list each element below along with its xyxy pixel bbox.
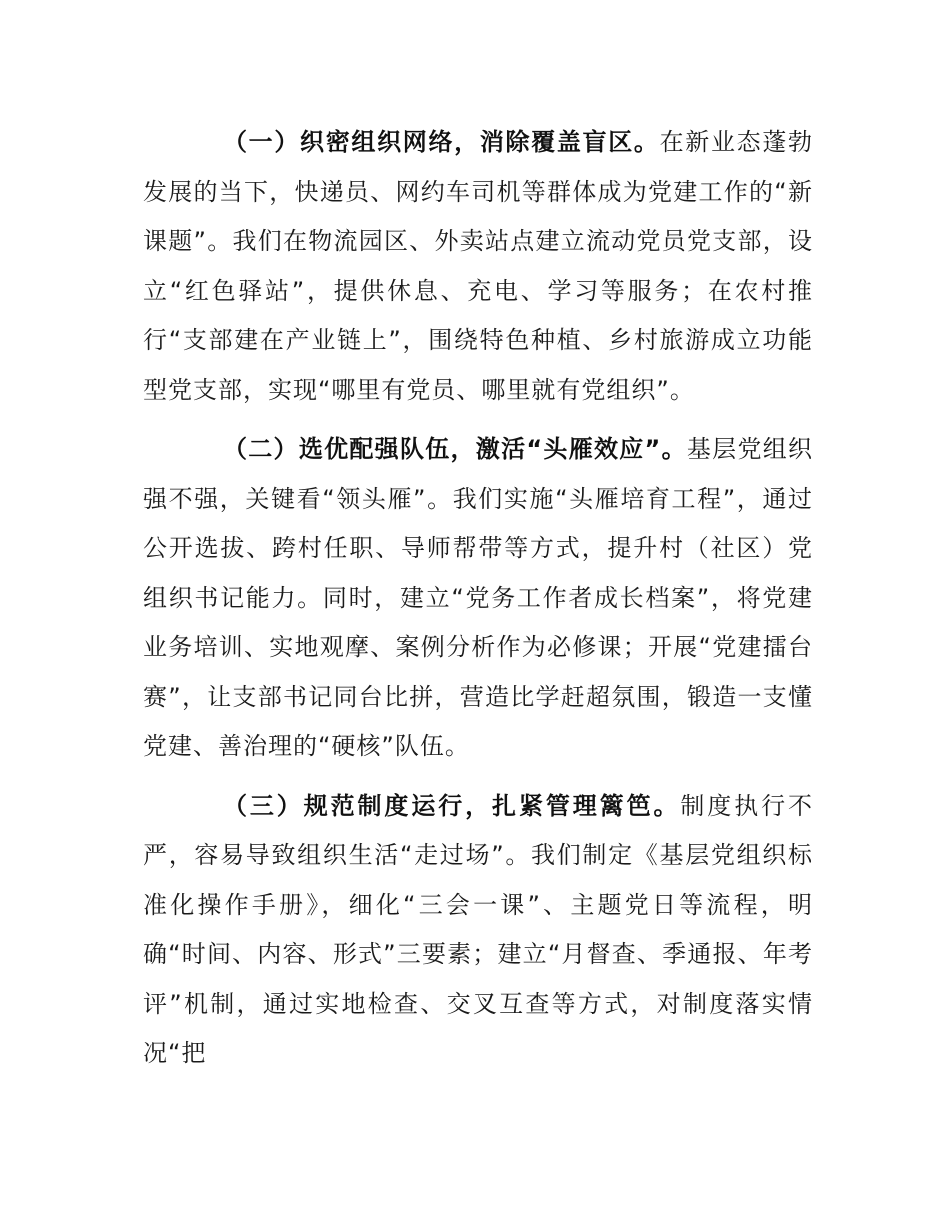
section-paragraph-2	[143, 425, 813, 772]
section-body-1: 在新业态蓬勃发展的当下，快递员、网约车司机等群体成为党建工作的“新课题”。我们在物流园区、外卖站点建立流动党员党支部，设立“红色驿站”，提供休息、充电、学习等服务；在农村推行“支部建在产业链上”，围绕特色种植、乡村旅游成立功能型党支部，实现“哪里有党员、哪里就有党组织”。	[143, 128, 814, 404]
section-paragraph-1	[143, 118, 813, 415]
section-body-3: 制度执行不严，容易导致组织生活“走过场”。我们制定《基层党组织标准化操作手册》，细化“三会一课”、主题党日等流程，明确“时间、内容、形式”三要素；建立“月督查、季通报、年考评”机制，通过实地检查、交叉互查等方式，对制度落实情况“把	[143, 791, 814, 1067]
section-heading-1: （一）织密组织网络，消除覆盖盲区。	[223, 128, 660, 156]
section-heading-2: （二）选优配强队伍，激活“头雁效应”。	[223, 435, 687, 463]
section-body-2: 基层党组织强不强，关键看“领头雁”。我们实施“头雁培育工程”，通过公开选拔、跨村任职、导师帮带等方式，提升村（社区）党组织书记能力。同时，建立“党务工作者成长档案”，将党建业务培训、实地观摩、案例分析作为必修课；开展“党建擂台赛”，让支部书记同台比拼，营造比学赶超氛围，锻造一支懂党建、善治理的“硬核”队伍。	[143, 435, 814, 760]
document-body	[143, 118, 813, 1079]
section-heading-3: （三）规范制度运行，扎紧管理篱笆。	[223, 791, 681, 820]
section-paragraph-3	[143, 782, 813, 1079]
